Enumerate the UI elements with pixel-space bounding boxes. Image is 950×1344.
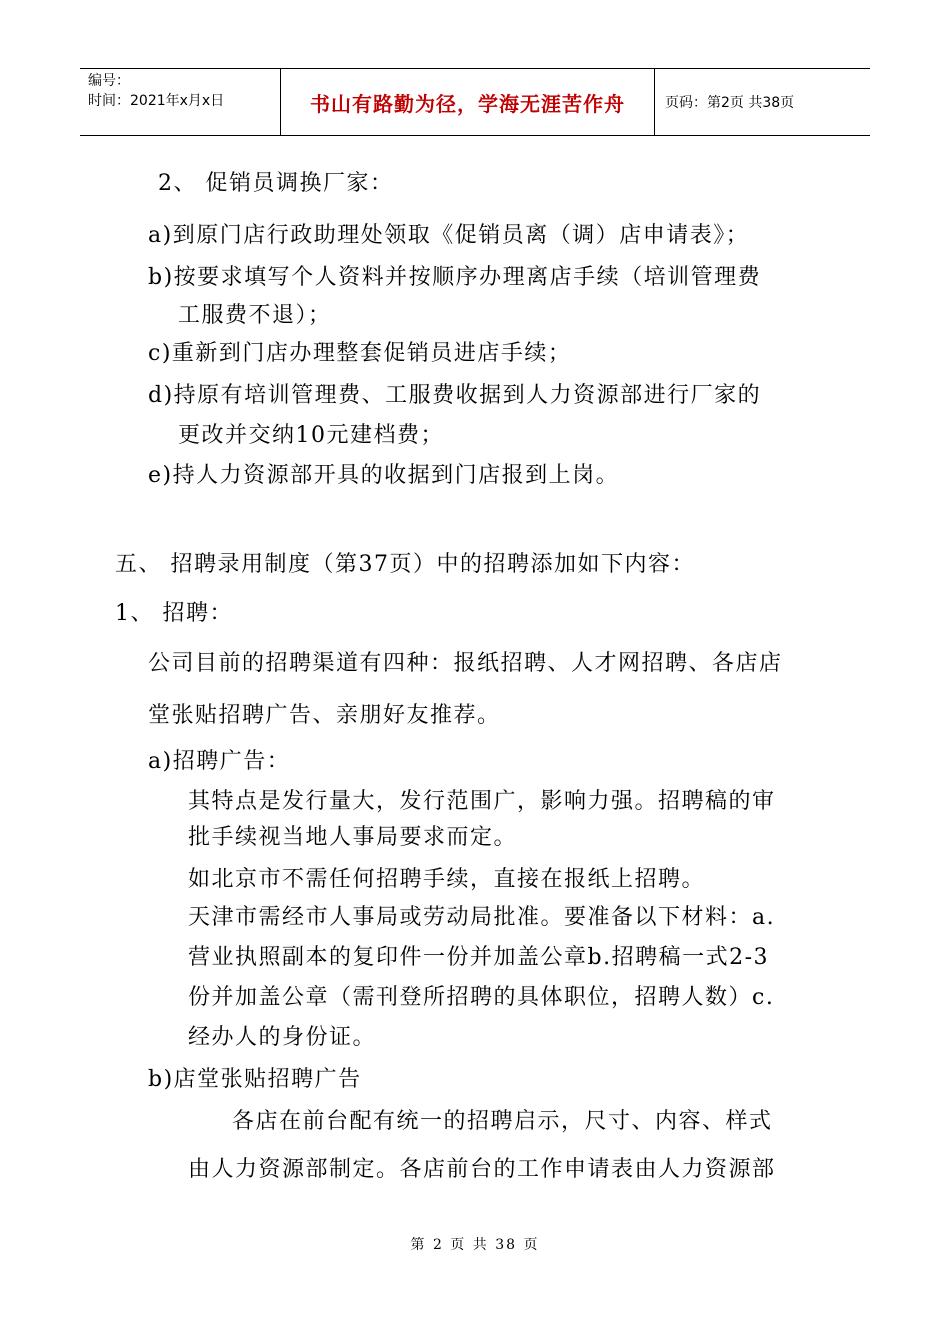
paragraph-line: 经办人的身份证。 xyxy=(188,1025,377,1050)
list-item: a)招聘广告： xyxy=(148,749,291,774)
paragraph-line: 营业执照副本的复印件一份并加盖公章b.招聘稿一式2-3 xyxy=(188,945,770,970)
list-item: d)持原有培训管理费、工服费收据到人力资源部进行厂家的 xyxy=(148,383,762,408)
list-item: b)店堂张贴招聘广告 xyxy=(148,1067,362,1092)
header-motto: 书山有路勤为径，学海无涯苦作舟 xyxy=(281,69,655,135)
section-heading: 2、 促销员调换厂家： xyxy=(158,171,394,196)
page-footer: 第 2 页 共 38 页 xyxy=(410,1237,540,1253)
list-item: c)重新到门店办理整套促销员进店手续； xyxy=(148,341,572,366)
paragraph-line: 其特点是发行量大，发行范围广，影响力强。招聘稿的审 xyxy=(188,789,776,814)
header-meta xyxy=(80,69,281,135)
list-item-continued: 工服费不退）； xyxy=(178,303,332,328)
date-label: 时间：2021年x月x日 xyxy=(88,93,225,109)
paragraph-line: 各店在前台配有统一的招聘启示，尺寸、内容、样式 xyxy=(232,1109,773,1134)
paragraph-line: 堂张贴招聘广告、亲朋好友推荐。 xyxy=(148,703,501,728)
list-item: b)按要求填写个人资料并按顺序办理离店手续（培训管理费 xyxy=(148,265,762,290)
list-item-continued: 更改并交纳10元建档费； xyxy=(178,423,444,448)
section-heading: 五、 招聘录用制度（第37页）中的招聘添加如下内容： xyxy=(115,552,695,577)
paragraph-line: 如北京市不需任何招聘手续，直接在报纸上招聘。 xyxy=(188,867,706,892)
list-item: e)持人力资源部开具的收据到门店报到上岗。 xyxy=(148,463,620,488)
paragraph-line: 份并加盖公章（需刊登所招聘的具体职位，招聘人数）c. xyxy=(188,985,775,1010)
paragraph-line: 公司目前的招聘渠道有四种：报纸招聘、人才网招聘、各店店 xyxy=(148,651,783,676)
number-label: 编号： xyxy=(88,73,130,89)
page-header xyxy=(80,68,870,136)
paragraph-line: 天津市需经市人事局或劳动局批准。要准备以下材料：a. xyxy=(188,905,776,930)
paragraph-line: 由人力资源部制定。各店前台的工作申请表由人力资源部 xyxy=(188,1157,776,1182)
sub-heading: 1、 招聘： xyxy=(115,601,233,626)
list-item: a)到原门店行政助理处领取《促销员离（调）店申请表》； xyxy=(148,223,750,248)
header-page-info: 页码：第2页 共38页 xyxy=(665,95,795,111)
paragraph-line: 批手续视当地人事局要求而定。 xyxy=(188,825,518,850)
